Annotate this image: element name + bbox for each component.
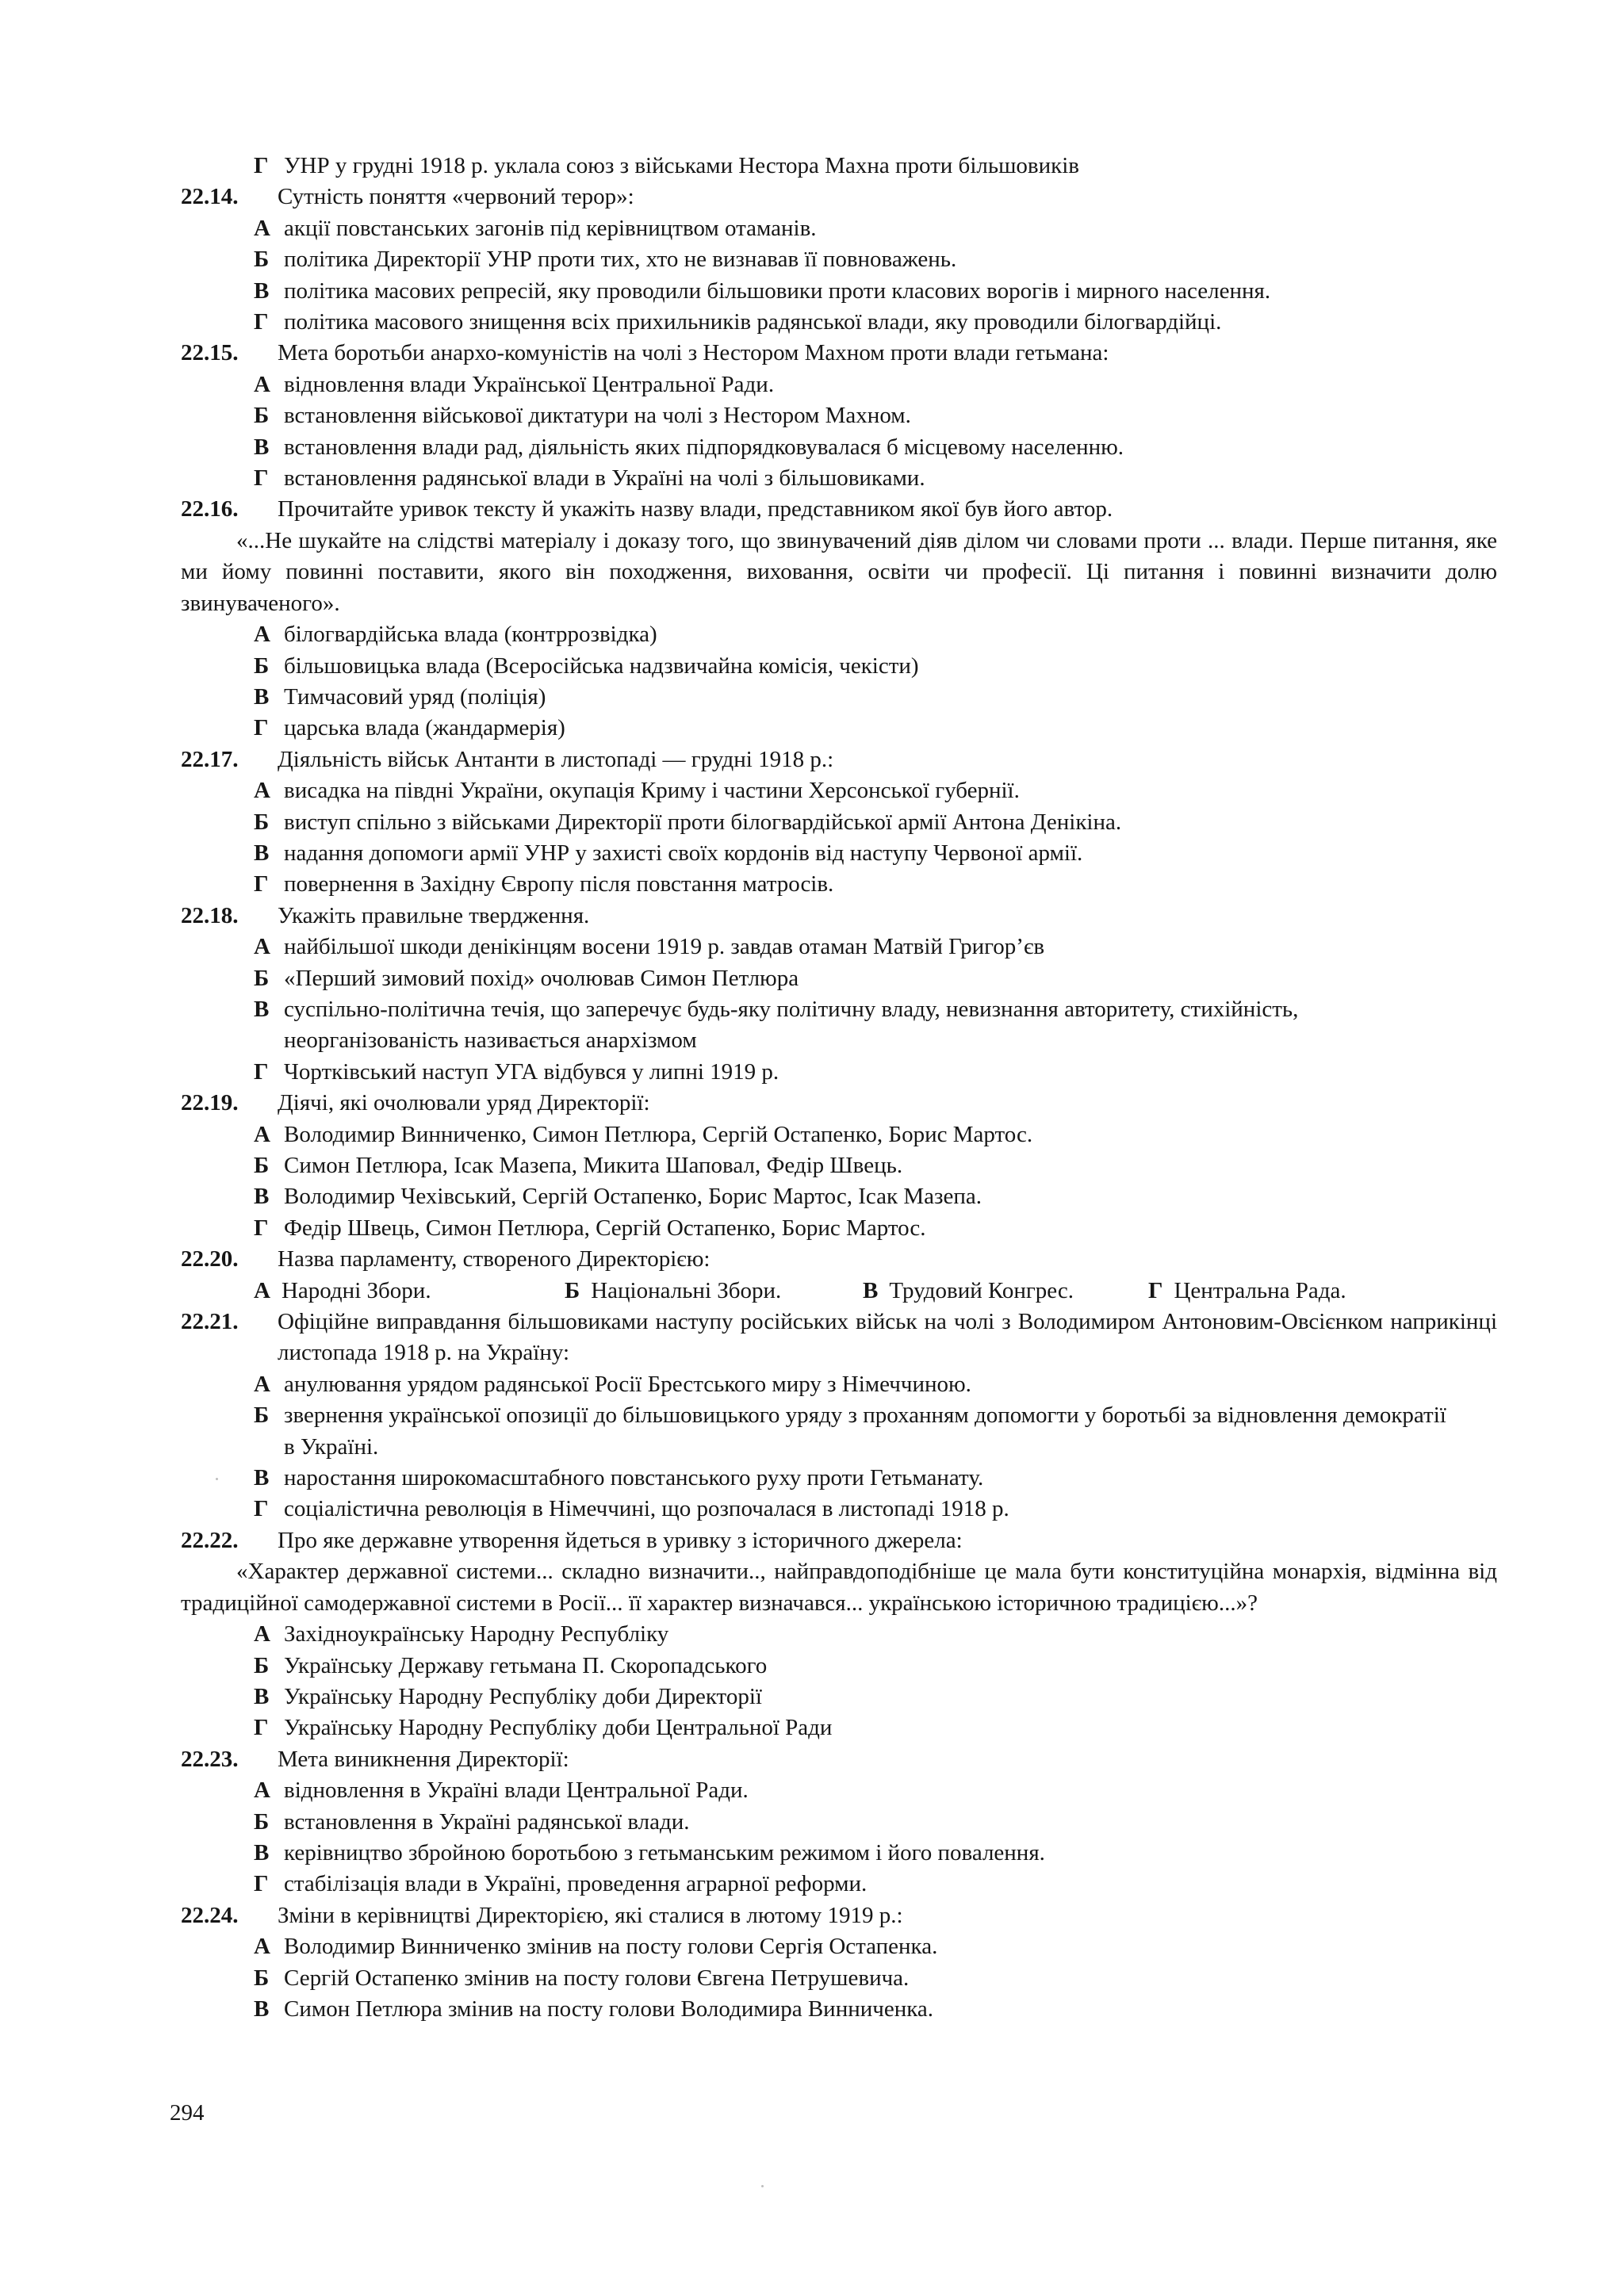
question-line bbox=[181, 182, 1497, 212]
option-text: Чортківський наступ УГА відбувся у липні 1919 р. bbox=[284, 1058, 779, 1085]
option-text: Українську Державу гетьмана П. Скоропадського bbox=[284, 1652, 768, 1678]
question-number: 22.18. bbox=[181, 902, 239, 928]
question-number: 22.14. bbox=[181, 184, 239, 210]
option-text: Національні Збори. bbox=[591, 1277, 782, 1303]
option-text: «Перший зимовий похід» очолював Симон Петлюра bbox=[284, 965, 799, 991]
option-letter: Б bbox=[254, 1808, 270, 1835]
option-text: встановлення в Україні радянської влади. bbox=[284, 1808, 690, 1835]
option-line bbox=[181, 400, 1497, 431]
option-letter: А bbox=[254, 1121, 270, 1147]
option-letter: В bbox=[863, 1277, 879, 1303]
option-line bbox=[181, 1494, 1497, 1525]
question-number: 22.19. bbox=[181, 1090, 239, 1116]
question-number: 22.24. bbox=[181, 1902, 239, 1928]
option-text: відновлення влади Української Центральної Ради. bbox=[284, 371, 775, 397]
option-letter: Б bbox=[254, 652, 270, 679]
question-text: Мета виникнення Директорії: bbox=[278, 1746, 569, 1772]
option-letter: А bbox=[254, 1371, 270, 1397]
option-line bbox=[181, 1807, 1497, 1838]
option-letter: Г bbox=[254, 1871, 269, 1897]
option-letter: В bbox=[254, 434, 270, 460]
option-line bbox=[181, 775, 1497, 806]
option-line bbox=[181, 807, 1497, 838]
question-text: Зміни в керівництві Директорією, які сталися в лютому 1919 р.: bbox=[278, 1902, 903, 1928]
option-line bbox=[181, 1181, 1497, 1212]
option-letter: А bbox=[254, 215, 270, 241]
option-text: Трудовий Конгрес. bbox=[889, 1277, 1074, 1303]
option-line bbox=[181, 869, 1497, 900]
option-text: Тимчасовий уряд (поліція) bbox=[284, 683, 546, 710]
option-line bbox=[181, 1150, 1497, 1181]
option-letter: А bbox=[254, 622, 270, 648]
option-text: наростання широкомасштабного повстанського руху проти Гетьманату. bbox=[284, 1465, 984, 1491]
option-line bbox=[181, 1963, 1497, 1994]
inline-option bbox=[863, 1276, 1148, 1307]
option-letter: В bbox=[254, 277, 270, 304]
option-letter: В bbox=[254, 1465, 270, 1491]
question-line bbox=[181, 1744, 1497, 1775]
option-letter: В bbox=[254, 1996, 270, 2022]
question-line bbox=[181, 1244, 1497, 1275]
option-letter: Г bbox=[254, 1715, 269, 1741]
question-number: 22.16. bbox=[181, 496, 239, 522]
question-line bbox=[181, 338, 1497, 369]
option-text: політика масового знищення всіх прихильників радянської влади, яку проводили білогвардійці. bbox=[284, 309, 1222, 335]
question-text: Назва парламенту, створеного Директорією: bbox=[278, 1246, 710, 1272]
option-line bbox=[181, 651, 1497, 682]
option-letter: В bbox=[254, 996, 270, 1022]
option-text: керівництво збройною боротьбою з гетьманським режимом і його повалення. bbox=[284, 1839, 1045, 1866]
option-text: анулювання урядом радянської Росії Брестського миру з Німеччиною. bbox=[284, 1371, 971, 1397]
option-letter: Б bbox=[254, 1652, 270, 1678]
option-line bbox=[181, 1994, 1497, 2025]
option-text: надання допомоги армії УНР у захисті своїх кордонів від наступу Червоної армії. bbox=[284, 840, 1083, 866]
source-quote: «Характер державної системи... складно визначити.., найправдоподібніше це мала бути конституційна монархія, відмінна від традиційної самодержавної системи в Росії... її характер визначався... українською історичною традицією...»? bbox=[181, 1559, 1497, 1616]
option-line bbox=[181, 1369, 1497, 1400]
option-text: Володимир Чехівський, Сергій Остапенко, Борис Мартос, Ісак Мазепа. bbox=[284, 1184, 982, 1210]
option-line bbox=[181, 307, 1497, 338]
option-letter: А bbox=[254, 1777, 270, 1804]
question-line bbox=[181, 1307, 1497, 1369]
option-letter: Г bbox=[254, 871, 269, 897]
option-letter: Г bbox=[254, 465, 269, 492]
scan-speck bbox=[216, 1478, 218, 1480]
option-text: Володимир Винниченко змінив на посту голови Сергія Остапенка. bbox=[284, 1934, 938, 1960]
option-text: політика масових репресій, яку проводили більшовики проти класових ворогів і мирного населення. bbox=[284, 277, 1271, 304]
option-letter: Г bbox=[254, 309, 269, 335]
option-line bbox=[181, 619, 1497, 650]
option-text: звернення української опозиції до більшовицького уряду з проханням допомогти у боротьбі за відновлення демократії в Україні. bbox=[284, 1402, 1446, 1460]
question-number: 22.22. bbox=[181, 1527, 239, 1553]
question-line bbox=[181, 494, 1497, 525]
option-letter: Б bbox=[565, 1277, 580, 1303]
option-text: акції повстанських загонів під керівництвом отаманів. bbox=[284, 215, 817, 241]
option-text: УНР у грудні 1918 р. уклала союз з військами Нестора Махна проти більшовиків bbox=[284, 153, 1079, 178]
scan-speck bbox=[761, 2185, 764, 2187]
question-number: 22.15. bbox=[181, 340, 239, 366]
option-line bbox=[181, 963, 1497, 994]
option-text: Володимир Винниченко, Симон Петлюра, Сергій Остапенко, Борис Мартос. bbox=[284, 1121, 1033, 1147]
option-letter: Г bbox=[254, 1215, 269, 1241]
option-letter: А bbox=[254, 1277, 270, 1303]
option-line bbox=[181, 213, 1497, 244]
option-text: більшовицька влада (Всеросійська надзвичайна комісія, чекісти) bbox=[284, 652, 919, 679]
option-letter: Б bbox=[254, 1402, 270, 1429]
option-text: найбільшої шкоди денікінцям восени 1919 р. завдав отаман Матвій Григор’єв bbox=[284, 934, 1045, 960]
question-number: 22.23. bbox=[181, 1746, 239, 1772]
question-number: 22.17. bbox=[181, 746, 239, 772]
option-letter: Б bbox=[254, 403, 270, 429]
option-text: встановлення радянської влади в Україні на чолі з більшовиками. bbox=[284, 465, 925, 492]
option-text: білогвардійська влада (контррозвідка) bbox=[284, 622, 657, 648]
option-text: повернення в Західну Європу після повстання матросів. bbox=[284, 871, 834, 897]
option-line bbox=[181, 1057, 1497, 1088]
option-letter: Г bbox=[254, 1058, 269, 1085]
option-line bbox=[181, 1619, 1497, 1650]
page-number: 294 bbox=[170, 2100, 205, 2126]
option-letter: А bbox=[254, 778, 270, 804]
option-letter: В bbox=[254, 1184, 270, 1210]
option-line bbox=[181, 1119, 1497, 1150]
option-line bbox=[181, 1838, 1497, 1869]
option-letter: Б bbox=[254, 809, 270, 835]
question-text: Мета боротьби анархо-комуністів на чолі з Нестором Махном проти влади гетьмана: bbox=[278, 340, 1109, 366]
question-text: Укажіть правильне твердження. bbox=[278, 902, 590, 928]
option-letter: В bbox=[254, 1683, 270, 1709]
option-text: суспільно-політична течія, що заперечує будь-яку політичну владу, невизнання авторитету, стихійність, неорганізованість називається анархізмом bbox=[284, 996, 1299, 1054]
option-letter: Б bbox=[254, 1965, 270, 1991]
question-line bbox=[181, 1900, 1497, 1931]
question-line bbox=[181, 1525, 1497, 1556]
option-line bbox=[181, 682, 1497, 713]
option-text: Народні Збори. bbox=[281, 1277, 431, 1303]
option-letter: Г bbox=[1148, 1277, 1163, 1303]
option-text: встановлення військової диктатури на чолі з Нестором Махном. bbox=[284, 403, 911, 429]
question-text: Сутність поняття «червоний терор»: bbox=[278, 184, 634, 210]
question-number: 22.21. bbox=[181, 1309, 239, 1335]
option-line bbox=[181, 463, 1497, 494]
question-number: 22.20. bbox=[181, 1246, 239, 1272]
inline-option bbox=[1148, 1276, 1346, 1307]
option-text: Федір Швець, Симон Петлюра, Сергій Остапенко, Борис Мартос. bbox=[284, 1215, 926, 1241]
page-content bbox=[181, 151, 1497, 2025]
option-text: висадка на півдні України, окупація Криму і частини Херсонської губернії. bbox=[284, 778, 1020, 804]
option-letter: А bbox=[254, 1934, 270, 1960]
option-letter: В bbox=[254, 840, 270, 866]
inline-option bbox=[254, 1276, 565, 1307]
option-text: Українську Народну Республіку доби Директорії bbox=[284, 1683, 762, 1709]
option-line bbox=[181, 1869, 1497, 1900]
option-letter: Б bbox=[254, 1153, 270, 1178]
option-line bbox=[181, 1931, 1497, 1962]
option-text: встановлення влади рад, діяльність яких підпорядковувалася б місцевому населенню. bbox=[284, 434, 1124, 460]
question-text: Діяльність військ Антанти в листопаді — грудні 1918 р.: bbox=[278, 746, 834, 772]
option-text: політика Директорії УНР проти тих, хто не визнавав її повноважень. bbox=[284, 247, 957, 273]
option-letter: Г bbox=[254, 153, 269, 178]
option-letter: Г bbox=[254, 1496, 269, 1522]
option-line bbox=[181, 932, 1497, 962]
option-letter: Г bbox=[254, 715, 269, 741]
option-line bbox=[181, 276, 1497, 307]
option-text: Сергій Остапенко змінив на посту голови Євгена Петрушевича. bbox=[284, 1965, 910, 1991]
option-letter: А bbox=[254, 371, 270, 397]
question-line bbox=[181, 901, 1497, 932]
option-line bbox=[181, 369, 1497, 400]
inline-options bbox=[181, 1276, 1497, 1307]
question-line bbox=[181, 744, 1497, 775]
option-letter: Б bbox=[254, 965, 270, 991]
option-letter: В bbox=[254, 1839, 270, 1866]
option-line bbox=[181, 244, 1497, 275]
option-letter: А bbox=[254, 1621, 270, 1647]
option-line bbox=[181, 1463, 1497, 1494]
option-letter: А bbox=[254, 934, 270, 960]
option-line bbox=[181, 1651, 1497, 1682]
option-line bbox=[181, 713, 1497, 744]
option-line bbox=[181, 1213, 1497, 1244]
question-text: Прочитайте уривок тексту й укажіть назву влади, представником якої був його автор. bbox=[278, 496, 1113, 522]
option-line bbox=[181, 432, 1497, 463]
option-line bbox=[181, 1775, 1497, 1806]
option-text: Західноукраїнську Народну Республіку bbox=[284, 1621, 669, 1647]
source-quote: «...Не шукайте на слідстві матеріалу і доказу того, що звинувачений діяв ділом чи словами проти ... влади. Перше питання, яке ми йому повинні поставити, якого він походження, виховання, освіти чи професії. Ці питання і повинні визначити долю звинуваченого». bbox=[181, 527, 1497, 616]
inline-option bbox=[565, 1276, 863, 1307]
option-line bbox=[181, 838, 1497, 869]
option-line bbox=[181, 151, 1497, 182]
option-text: Симон Петлюра, Ісак Мазепа, Микита Шаповал, Федір Швець. bbox=[284, 1153, 903, 1178]
option-text: відновлення в Україні влади Центральної Ради. bbox=[284, 1777, 749, 1804]
option-text: соціалістична революція в Німеччині, що розпочалася в листопаді 1918 р. bbox=[284, 1496, 1009, 1522]
option-letter: В bbox=[254, 683, 270, 710]
question-text: Про яке державне утворення йдеться в уривку з історичного джерела: bbox=[278, 1527, 963, 1553]
question-text: Офіційне виправдання більшовиками наступу російських військ на чолі з Володимиром Антоновим-Овсієнком наприкінці листопада 1918 р. на Україну: bbox=[278, 1309, 1497, 1366]
question-text: Діячі, які очолювали уряд Директорії: bbox=[278, 1090, 650, 1116]
question-line bbox=[181, 1088, 1497, 1119]
option-text: Українську Народну Республіку доби Центральної Ради bbox=[284, 1715, 833, 1741]
option-line bbox=[181, 994, 1497, 1057]
option-text: Центральна Рада. bbox=[1174, 1277, 1346, 1303]
option-text: царська влада (жандармерія) bbox=[284, 715, 565, 741]
option-text: стабілізація влади в Україні, проведення аграрної реформи. bbox=[284, 1871, 868, 1897]
option-line bbox=[181, 1712, 1497, 1743]
option-line bbox=[181, 1682, 1497, 1712]
option-text: виступ спільно з військами Директорії проти білогвардійської армії Антона Денікіна. bbox=[284, 809, 1122, 835]
option-line bbox=[181, 1400, 1497, 1463]
option-text: Симон Петлюра змінив на посту голови Володимира Винниченка. bbox=[284, 1996, 933, 2022]
option-letter: Б bbox=[254, 247, 270, 273]
